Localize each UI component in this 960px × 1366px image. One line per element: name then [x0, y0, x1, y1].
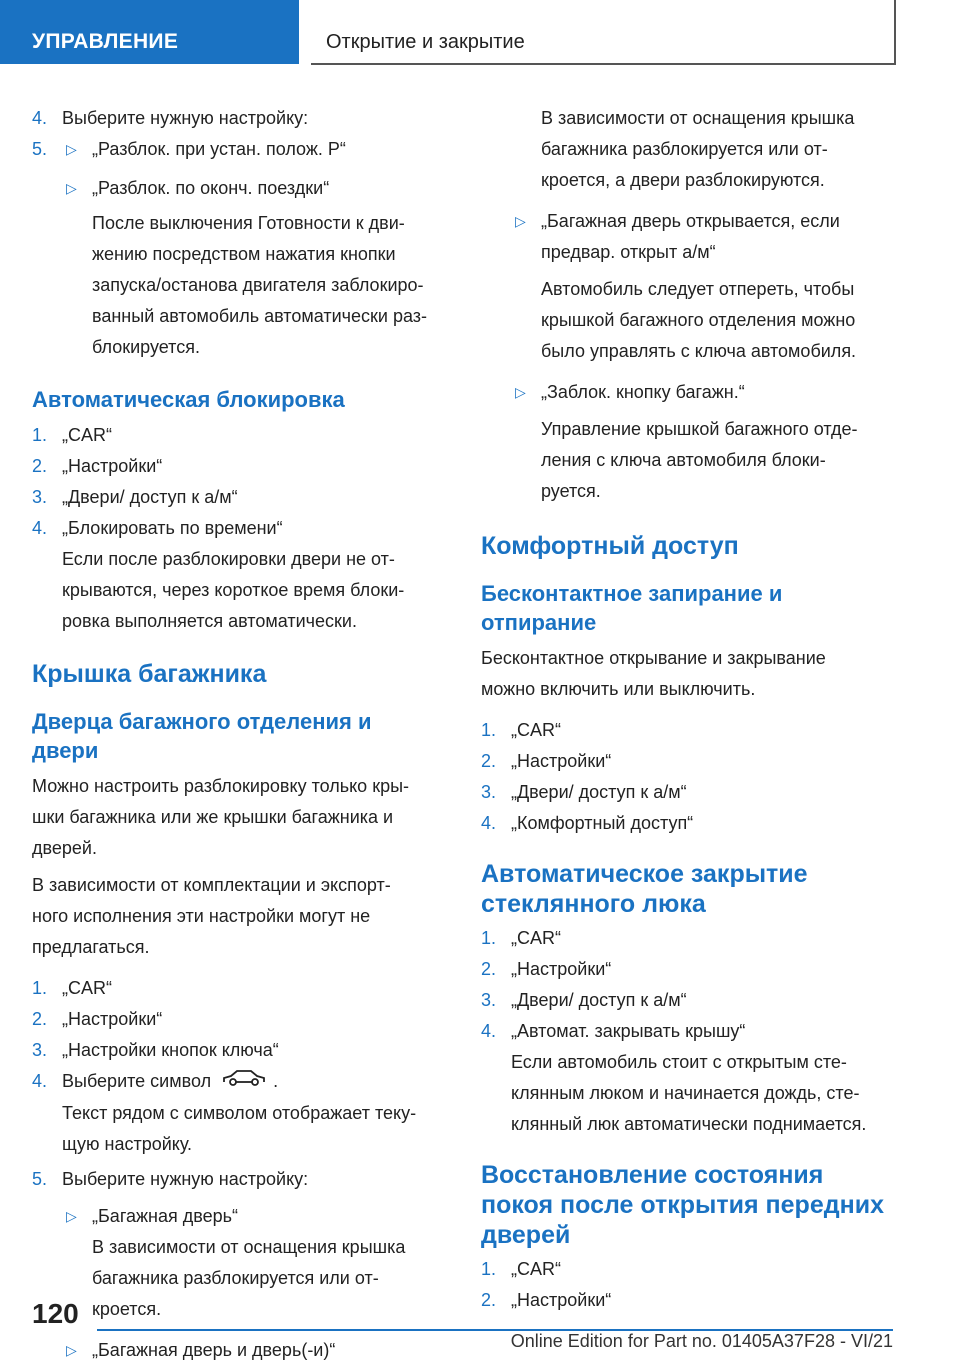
list-item: 3. „Двери/ доступ к а/м“: [32, 487, 238, 507]
list-item: 2. „Настройки“: [32, 1009, 163, 1029]
list-item: 3. „Двери/ доступ к а/м“: [481, 782, 687, 802]
footer-edition: Online Edition for Part no. 01405A37F28 - VI/21: [510, 1331, 893, 1351]
list-item: 1. „CAR“: [481, 720, 561, 740]
list-item: 1. „CAR“: [481, 1259, 561, 1279]
list-item: 1. „CAR“: [481, 928, 561, 948]
triangle-bullet-icon: ▷: [66, 1341, 77, 1358]
list-item: 2. „Настройки“: [32, 456, 163, 476]
heading-trunk-sub: Дверца багажного отделения и: [32, 709, 372, 734]
right-column: В зависимости от оснащения крышка багажника разблокируется или от- кроется, а двери разблокируются. ▷ „Багажная дверь открывается, если предвар. открыт а/м“ Автомобиль следует отпереть, чтобы крышкой багажного отделения можно было управлять с ключа автомобиля. ▷ „Заблок. кнопку багажн.“ Управление крышкой багажного отде- ления с ключа автомобиля блоки- руется. Комфортный доступ Бесконтактное запирание и отпирание Бесконтактное открывание и закрывание можно включить или выключить. 1. „CAR“ 2. „Настройки“ 3. „Двери/ доступ к а/м“ 4. „Комфортный доступ“ Автоматическое закрытие стеклянного люка 1. „CAR“ 2. „Настройки“ 3. „Двери/ доступ к а/м“ 4. „Автомат. закрывать крышу“ Если автомобиль стоит с открытым сте- клянным люком и начинается дождь, сте- клянный люк автоматически поднимается. Восстановление состояния покоя после открытия передних дверей 1. „CAR“ 2. „Настройки“: [481, 103, 911, 1316]
list-item: 5. Выберите нужную настройку:: [32, 1168, 309, 1189]
section-title: УПРАВЛЕНИЕ: [32, 30, 179, 53]
list-item: 4. Выберите нужную настройку:: [32, 108, 309, 128]
list-item: 1. „CAR“: [32, 425, 112, 445]
list-item: 1. „CAR“: [32, 978, 112, 998]
list-item: 4. „Автомат. закрывать крышу“: [481, 1021, 746, 1041]
car-outline-icon: [221, 1067, 267, 1098]
sub-option: ▷ „Разблок. по оконч. поездки“: [32, 173, 452, 204]
page-number: 120: [32, 1298, 79, 1329]
sub-option: ▷ „Багажная дверь открывается, если: [481, 206, 911, 237]
list-item: 3. „Настройки кнопок ключа“: [32, 1040, 279, 1060]
triangle-bullet-icon: ▷: [515, 213, 526, 229]
chapter-header: [311, 0, 896, 65]
heading-trunk: Крышка багажника: [32, 660, 267, 688]
list-item: 4. „Комфортный доступ“: [481, 813, 694, 833]
list-item: 4. Выберите символ .: [32, 1066, 452, 1098]
heading-sunroof: Автоматическое закрытие: [481, 860, 808, 888]
chapter-title: Открытие и закрытие: [326, 31, 525, 53]
heading-autolock: Автоматическая блокировка: [32, 387, 345, 412]
sub-option: ▷ „Багажная дверь и дверь(-и)“: [32, 1335, 452, 1366]
list-item: 4. „Блокировать по времени“: [32, 518, 283, 538]
sub-option: ▷ „Заблок. кнопку багажн.“: [481, 377, 911, 408]
list-item: 2. „Настройки“: [481, 1290, 612, 1310]
list-item: 5. ▷ „Разблок. при устан. полож. P“: [32, 134, 452, 165]
triangle-bullet-icon: ▷: [66, 1207, 77, 1224]
list-item: 2. „Настройки“: [481, 751, 612, 771]
heading-restore: Восстановление состояния: [481, 1161, 824, 1189]
left-column: 4. Выберите нужную настройку: 5. ▷ „Разблок. при устан. полож. P“ ▷ „Разблок. по оконч. поездки“ После выключения Готовности к дви- жению посредством нажатия кнопки запуска/останова двигателя заблокиро- ванный автомобиль автоматически раз- блокируется. Автоматическая блокировка 1. „CAR“ 2. „Настройки“ 3. „Двери/ доступ к а/м“ 4. „Блокировать по времени“ Если после разблокировки двери не от- крываются, через короткое время блоки- ровка выполняется автоматически. Крышка багажника Дверца багажного отделения и двери Можно настроить разблокировку только кры- шки багажника или же крышки багажника и дверей. В зависимости от комплектации и экспорт- ного исполнения эти настройки могут не предлагаться. 1. „CAR“ 2. „Настройки“ 3. „Настройки кнопок ключа“ 4. Выберите символ . Текст рядом с символом отображает теку- щую настройку. 5. Выберите нужную настройку: ▷ „Багажная дверь“ В зависимости от оснащения крышка багажника разблокируется или от- кроется. ▷ „Багажная дверь и дверь(-и)“: [32, 103, 452, 1366]
triangle-bullet-icon: ▷: [66, 180, 77, 196]
heading-keyless: Бесконтактное запирание и: [481, 581, 783, 606]
list-item: 2. „Настройки“: [481, 959, 612, 979]
triangle-bullet-icon: ▷: [66, 141, 77, 157]
sub-option: ▷ „Багажная дверь“: [32, 1201, 452, 1232]
section-tab: [0, 0, 299, 64]
triangle-bullet-icon: ▷: [515, 384, 526, 400]
heading-comfort: Комфортный доступ: [481, 532, 739, 560]
list-item: 3. „Двери/ доступ к а/м“: [481, 990, 687, 1010]
